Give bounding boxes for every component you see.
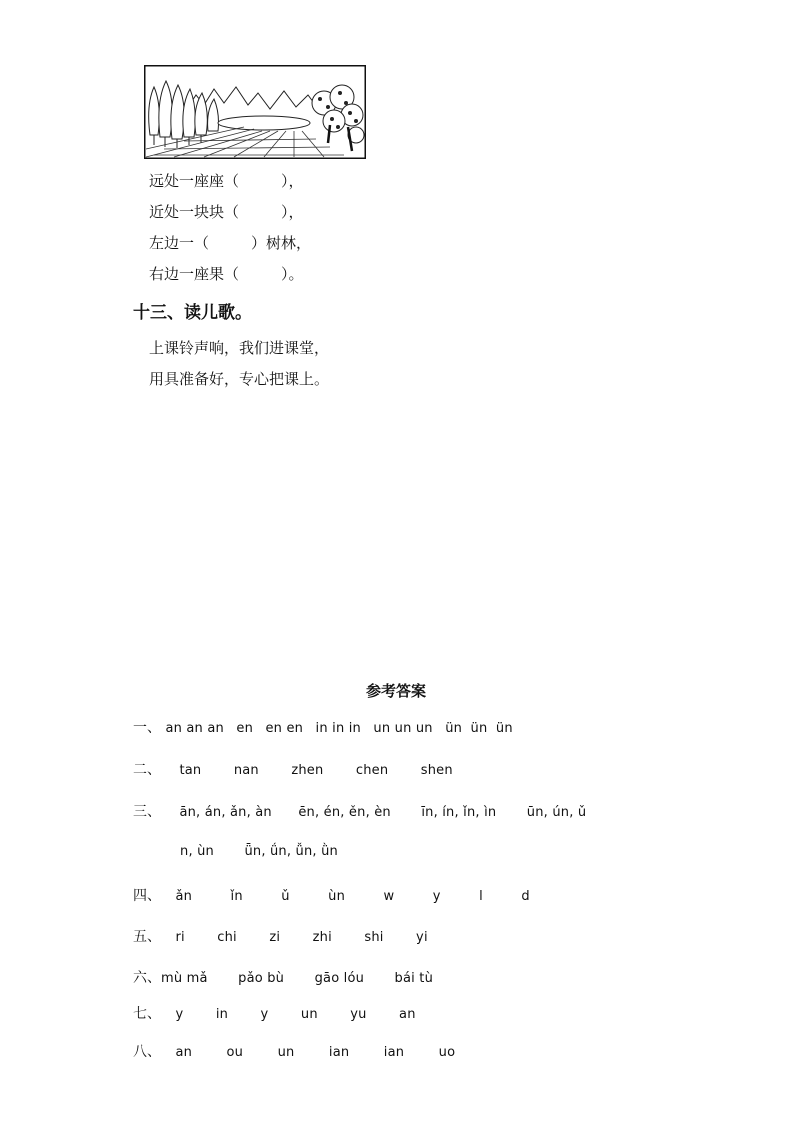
answer-item: ēn, én, ěn, èn: [298, 805, 391, 820]
answer-item: ri: [175, 930, 185, 945]
landscape-illustration: [144, 65, 366, 159]
answer-item: shen: [420, 763, 453, 778]
fill-line-suffix: ），: [281, 172, 304, 190]
answer-row-4: [133, 885, 530, 905]
answer-item: en: [236, 721, 254, 736]
answers-title: 参考答案: [366, 682, 427, 700]
answer-item: in: [215, 1007, 229, 1022]
answer-item: ǖn, ǘn, ǚn, ǜn: [244, 844, 338, 859]
answer-item: ān, án, ǎn, àn: [179, 805, 272, 820]
answer-row-8: [133, 1041, 455, 1061]
answer-item: un un un: [373, 721, 433, 736]
answer-label: 六、: [133, 970, 161, 986]
answer-item: ün: [470, 721, 488, 736]
answer-item: zi: [269, 930, 281, 945]
answer-item: uo: [438, 1045, 456, 1060]
fill-line-suffix: ）。: [281, 265, 304, 283]
answer-item: īn, ín, ǐn, ìn: [421, 805, 497, 820]
answer-item: chen: [355, 763, 389, 778]
poem-line-1: 上课铃声响，我们进课堂，: [149, 339, 330, 357]
fill-line-2: [149, 201, 304, 222]
answer-item: d: [521, 889, 530, 904]
answer-item: an: [399, 1007, 416, 1022]
answer-item: un: [300, 1007, 318, 1022]
fill-line-3: [149, 232, 311, 253]
answer-row-3: [133, 801, 586, 821]
fill-line-prefix: 右边一座果（: [149, 265, 240, 283]
answer-row-5: [133, 926, 428, 946]
answer-item: ǔ: [281, 889, 290, 904]
answer-item: w: [383, 889, 395, 904]
fill-line-1: [149, 170, 304, 191]
fill-line-prefix: 左边一（: [149, 234, 210, 252]
fill-line-4: [149, 263, 304, 284]
answer-row-2: [133, 759, 453, 779]
answer-row-6: [133, 967, 433, 987]
answer-item: tan: [179, 763, 202, 778]
answer-item: pǎo bù: [238, 971, 285, 986]
answer-item: ǐn: [230, 889, 243, 904]
answer-item: ūn, ún, ǔ: [526, 805, 587, 820]
answer-item: y: [175, 1007, 184, 1022]
answer-item: ian: [328, 1045, 350, 1060]
answer-item: chi: [217, 930, 237, 945]
answer-item: ün: [495, 721, 513, 736]
answer-item: l: [479, 889, 483, 904]
answer-label: 八、: [133, 1044, 161, 1060]
answer-item: yu: [350, 1007, 367, 1022]
fill-line-suffix: ），: [281, 203, 304, 221]
answer-item: zhi: [312, 930, 332, 945]
fill-line-prefix: 近处一块块（: [149, 203, 240, 221]
answer-item: yi: [416, 930, 428, 945]
answer-item: gāo lóu: [314, 971, 365, 986]
poem-line-2: 用具准备好，专心把课上。: [149, 370, 330, 388]
answer-label: 三、: [133, 804, 161, 820]
answer-item: n, ùn: [180, 844, 214, 859]
answer-item: ǎn: [175, 889, 193, 904]
answer-item: y: [432, 889, 441, 904]
answer-item: mù mǎ: [161, 971, 208, 986]
answer-item: un: [277, 1045, 295, 1060]
answer-item: ou: [226, 1045, 244, 1060]
fill-line-suffix: ）树林，: [251, 234, 312, 252]
answer-item: an an an: [165, 721, 224, 736]
answer-label: 二、: [133, 762, 161, 778]
answer-item: ùn: [328, 889, 346, 904]
answer-item: ian: [383, 1045, 405, 1060]
exercise-13-heading: 十三、读儿歌。: [133, 303, 252, 323]
answer-item: zhen: [291, 763, 324, 778]
answer-item: bái tù: [394, 971, 434, 986]
answer-row-1: [133, 717, 513, 737]
answer-item: y: [260, 1007, 269, 1022]
answer-row-3-continued: [180, 843, 338, 859]
answer-item: shi: [364, 930, 384, 945]
fill-line-prefix: 远处一座座（: [149, 172, 240, 190]
landscape-drawing: [144, 65, 366, 159]
answer-label: 五、: [133, 929, 161, 945]
answer-row-7: [133, 1003, 416, 1023]
answer-item: nan: [233, 763, 259, 778]
answer-item: ün: [445, 721, 463, 736]
answer-label: 七、: [133, 1006, 161, 1022]
answer-item: en en: [265, 721, 304, 736]
answer-label: 四、: [133, 888, 161, 904]
answer-item: an: [175, 1045, 193, 1060]
answer-label: 一、: [133, 720, 161, 736]
answer-item: in in in: [315, 721, 361, 736]
